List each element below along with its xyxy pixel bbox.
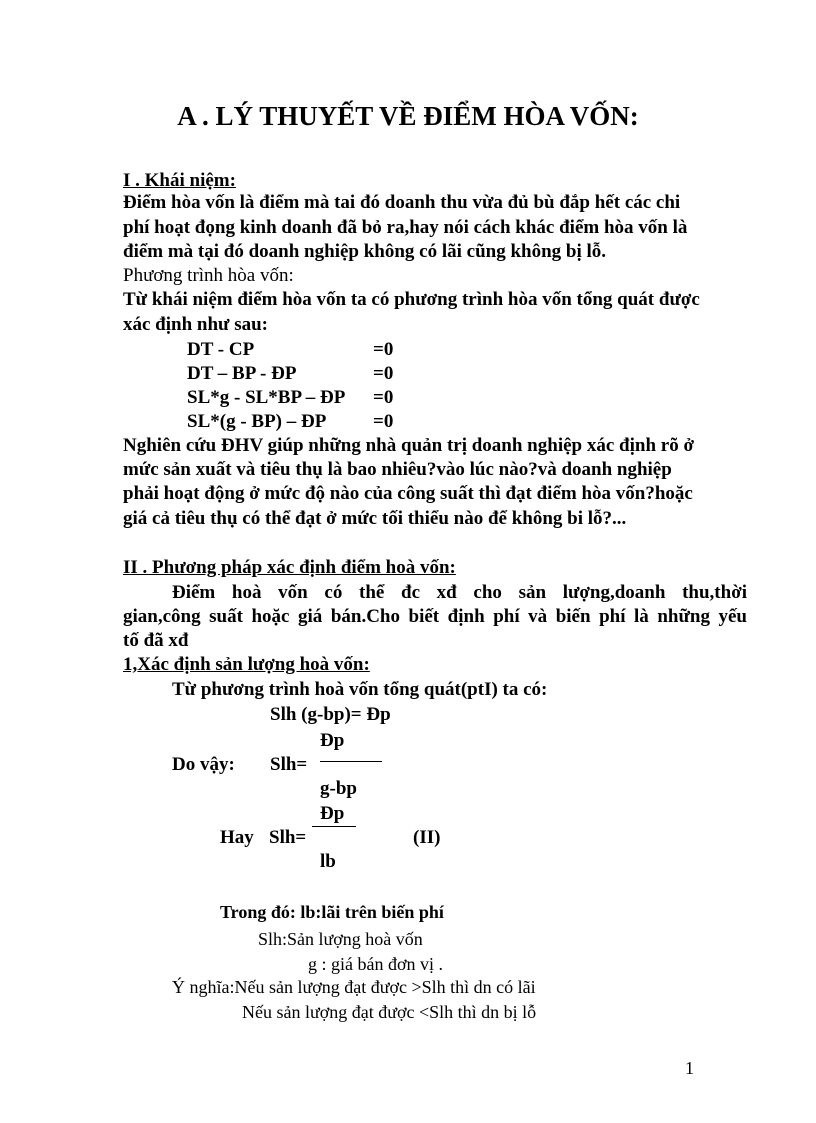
equation-lhs: SL*(g - BP) – ĐP: [187, 411, 327, 432]
equation-rhs: =0: [373, 387, 394, 408]
definition-line-1: Điểm hòa vốn là điểm mà tai đó doanh thu vừa đủ bù đắp hết các chi: [123, 192, 681, 213]
equation-label: Phương trình hòa vốn:: [123, 265, 294, 286]
fraction-2-label: Hay: [220, 827, 254, 848]
equation-intro-line-2: xác định như sau:: [123, 314, 268, 335]
fraction-2-lhs: Slh=: [269, 827, 307, 848]
research-line-2: mức sản xuất và tiêu thụ là bao nhiêu?vào lúc nào?và doanh nghiệp: [123, 459, 672, 480]
equation-tag: (II): [413, 827, 441, 848]
breakeven-equation: Slh (g-bp)= Đp: [270, 704, 391, 725]
equation-rhs: =0: [373, 363, 394, 384]
page-number: 1: [685, 1058, 694, 1078]
where-line-2: g : giá bán đơn vị .: [308, 954, 443, 974]
where-line-1: Slh:Sản lượng hoà vốn: [258, 929, 423, 949]
fraction-2-numerator: Đp: [320, 803, 345, 824]
equation-row: [187, 387, 394, 409]
fraction-1-bar: [320, 761, 382, 762]
where-label: Trong đó: lb:lãi trên biến phí: [220, 902, 444, 922]
research-line-3: phải hoạt động ở mức độ nào của công suất thì đạt điểm hòa vốn?hoặc: [123, 483, 693, 504]
method-line-3: tố đã xđ: [123, 630, 189, 651]
fraction-1-denominator: g-bp: [320, 778, 357, 799]
definition-line-2: phí hoạt đọng kinh doanh đã bỏ ra,hay nói cách khác điểm hòa vốn là: [123, 217, 688, 238]
equation-row: [187, 339, 394, 361]
equation-lhs: SL*g - SL*BP – ĐP: [187, 387, 346, 408]
research-line-1: Nghiên cứu ĐHV giúp những nhà quản trị doanh nghiệp xác định rõ ở: [123, 435, 694, 456]
method-line-2: gian,công suất hoặc giá bán.Cho biết định phí và biến phí là những yếu: [123, 606, 747, 627]
meaning-line-2: Nếu sản lượng đạt được <Slh thì dn bị lỗ: [242, 1002, 537, 1022]
equation-intro-line-1: Từ khái niệm điểm hòa vốn ta có phương trình hòa vốn tổng quát được: [123, 289, 700, 310]
subsection-1-intro: Từ phương trình hoà vốn tổng quát(ptI) ta có:: [172, 679, 548, 700]
fraction-1-lhs: Slh=: [270, 754, 308, 775]
subsection-1-heading: 1,Xác định sản lượng hoà vốn:: [123, 654, 370, 675]
fraction-2-denominator: lb: [320, 851, 336, 872]
definition-line-3: điểm mà tại đó doanh nghiệp không có lãi cũng không bị lỗ.: [123, 241, 607, 262]
section-2-heading: II . Phương pháp xác định điểm hoà vốn:: [123, 557, 456, 578]
equation-lhs: DT – BP - ĐP: [187, 363, 297, 384]
equation-rhs: =0: [373, 339, 394, 360]
research-line-4: giá cả tiêu thụ có thể đạt ở mức tối thiểu nào để không bi lỗ?...: [123, 508, 627, 529]
equation-lhs: DT - CP: [187, 339, 255, 360]
equation-row: [187, 411, 394, 433]
fraction-1-label: Do vậy:: [172, 754, 235, 775]
document-title: A . LÝ THUYẾT VỀ ĐIỂM HÒA VỐN:: [177, 101, 639, 131]
equation-row: [187, 363, 394, 385]
fraction-1-numerator: Đp: [320, 730, 345, 751]
section-1-heading: I . Khái niệm:: [123, 170, 236, 191]
equation-rhs: =0: [373, 411, 394, 432]
method-line-1: Điểm hoà vốn có thể đc xđ cho sản lượng,doanh thu,thời: [172, 582, 747, 603]
fraction-2-bar: [312, 826, 356, 827]
meaning-line-1: Ý nghĩa:Nếu sản lượng đạt được >Slh thì dn có lãi: [172, 977, 536, 997]
